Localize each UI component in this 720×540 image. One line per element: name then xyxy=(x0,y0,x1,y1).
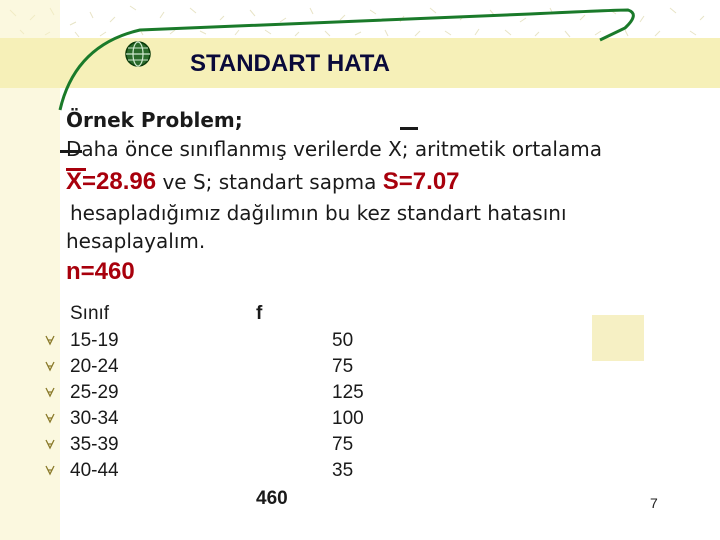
col-header-class: Sınıf xyxy=(70,303,110,324)
bullet-icon xyxy=(44,464,56,476)
decorative-square xyxy=(592,315,644,361)
n-label: n=460 xyxy=(66,258,135,285)
class-row: 35-39 xyxy=(70,434,119,455)
sd-label: S=7.07 xyxy=(382,168,460,195)
freq-row: 125 xyxy=(332,382,364,403)
col-header-f: f xyxy=(256,303,263,324)
bullet-icon xyxy=(44,334,56,346)
bullet-icon xyxy=(44,386,56,398)
problem-heading: Örnek Problem; xyxy=(66,108,243,132)
class-row: 20-24 xyxy=(70,356,119,377)
freq-row: 35 xyxy=(332,460,354,481)
class-row: 40-44 xyxy=(70,460,119,481)
text-line-4: hesaplayalım. xyxy=(66,229,206,253)
bullet-icon xyxy=(44,412,56,424)
text-line-1: Daha önce sınıflanmış verilerde X; aritmetik ortalama xyxy=(66,137,602,161)
text-line-3: hesapladığımız dağılımın bu kez standart hatasını xyxy=(70,201,567,225)
freq-total: 460 xyxy=(256,488,288,509)
freq-row: 75 xyxy=(332,434,354,455)
mean-label: X=28.96 xyxy=(66,168,157,195)
bullet-icon xyxy=(44,360,56,372)
page-number: 7 xyxy=(650,495,658,511)
page-title: STANDART HATA xyxy=(190,50,390,77)
line2-mid: ve S; standart sapma xyxy=(162,170,377,194)
class-row: 15-19 xyxy=(70,330,119,351)
freq-row: 50 xyxy=(332,330,354,351)
freq-row: 75 xyxy=(332,356,354,377)
freq-row: 100 xyxy=(332,408,364,429)
class-row: 30-34 xyxy=(70,408,119,429)
bullet-icon xyxy=(44,438,56,450)
class-row: 25-29 xyxy=(70,382,119,403)
